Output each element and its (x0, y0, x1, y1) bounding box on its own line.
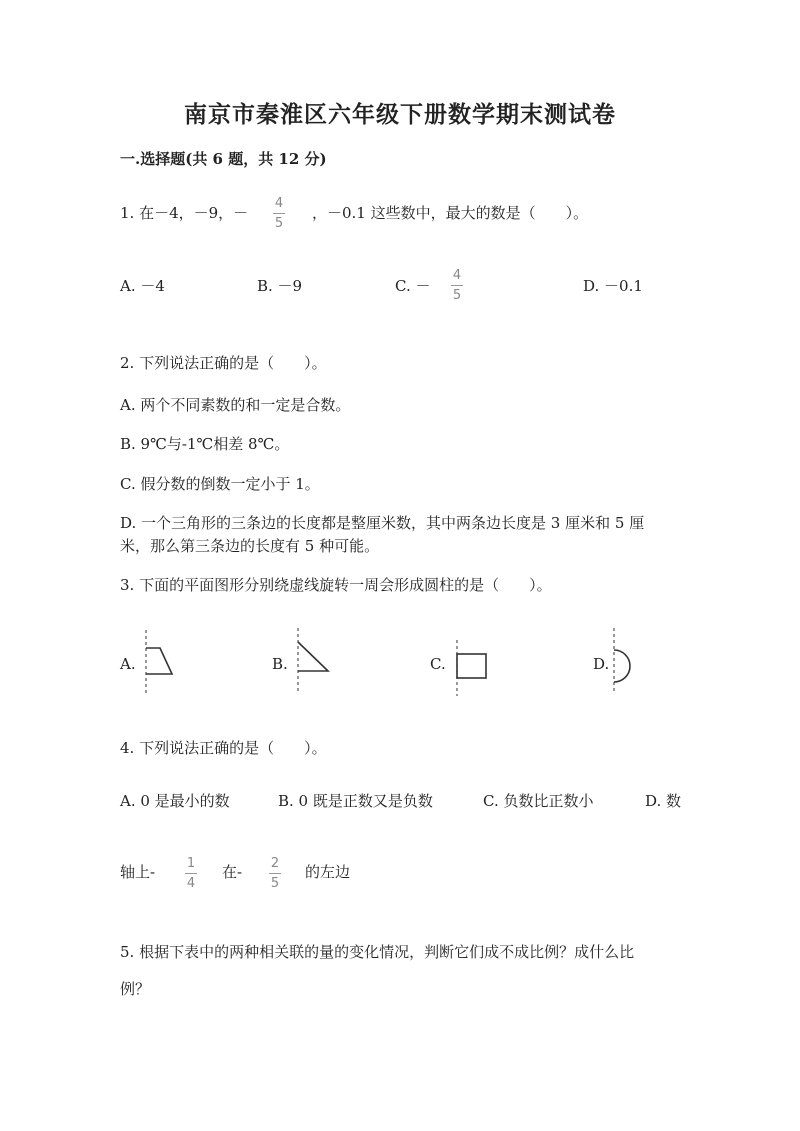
q1-option-a: A. －4 (120, 277, 165, 295)
q3-label-c: C. (430, 655, 446, 673)
q4-line2-part1: 轴上- (120, 863, 156, 881)
q4-fraction-2-numerator: 2 (270, 856, 280, 871)
rectangle-figure (452, 640, 492, 696)
fraction-bar (269, 873, 281, 874)
q2-stem: 2. 下列说法正确的是（ ）。 (120, 354, 327, 372)
q1-option-c-numerator: 4 (452, 268, 462, 283)
q2-option-c: C. 假分数的倒数一定小于 1。 (120, 475, 320, 493)
q4-line2-part2: 在- (222, 863, 243, 881)
q4-option-a: A. 0 是最小的数 (120, 792, 230, 810)
q3-stem: 3. 下面的平面图形分别绕虚线旋转一周会形成圆柱的是（ ）。 (120, 576, 552, 594)
q2-option-a: A. 两个不同素数的和一定是合数。 (120, 396, 351, 414)
q5-stem-line1: 5. 根据下表中的两种相关联的量的变化情况，判断它们成不成比例？成什么比 (120, 943, 635, 961)
q4-fraction-1-numerator: 1 (186, 856, 196, 871)
q5-stem-line2: 例？ (120, 980, 151, 998)
q4-line2-part3: 的左边 (305, 863, 351, 881)
q3-label-b: B. (272, 655, 288, 673)
q1-option-c: C. － (395, 277, 431, 295)
fraction-bar (273, 213, 285, 214)
q2-option-b: B. 9℃与-1℃相差 8℃。 (120, 435, 290, 453)
q1-option-c-denominator: 5 (452, 288, 462, 303)
q1-stem-part1: 1. 在－4，－9，－ (120, 204, 249, 222)
q1-fraction-numerator: 4 (274, 196, 284, 211)
fraction-bar (451, 285, 463, 286)
q3-label-d: D. (593, 655, 610, 673)
q1-stem-part2: ，－0.1 这些数中，最大的数是（ ）。 (312, 204, 589, 222)
q1-option-d: D. －0.1 (583, 277, 643, 295)
q4-fraction-1 (185, 856, 197, 891)
q1-option-c-fraction (451, 268, 463, 303)
triangle-figure (292, 628, 332, 694)
q4-fraction-2 (269, 856, 281, 891)
semicircle-figure (608, 628, 648, 694)
q4-fraction-2-denominator: 5 (270, 876, 280, 891)
trapezoid-figure (138, 630, 178, 694)
q4-stem: 4. 下列说法正确的是（ ）。 (120, 739, 327, 757)
q4-option-d: D. 数 (645, 792, 682, 810)
page-title: 南京市秦淮区六年级下册数学期末测试卷 (184, 101, 616, 128)
q1-option-b: B. －9 (257, 277, 303, 295)
section-heading: 一.选择题(共 6 题，共 12 分) (120, 150, 327, 168)
q3-label-a: A. (120, 655, 136, 673)
q2-option-d-line2: 米，那么第三条边的长度有 5 种可能。 (120, 537, 380, 555)
q4-option-c: C. 负数比正数小 (483, 792, 594, 810)
fraction-bar (185, 873, 197, 874)
q4-option-b: B. 0 既是正数又是负数 (278, 792, 433, 810)
q1-fraction-denominator: 5 (274, 216, 284, 231)
q1-fraction (273, 196, 285, 231)
q4-fraction-1-denominator: 4 (186, 876, 196, 891)
q2-option-d-line1: D. 一个三角形的三条边的长度都是整厘米数，其中两条边长度是 3 厘米和 5 厘 (120, 514, 645, 532)
